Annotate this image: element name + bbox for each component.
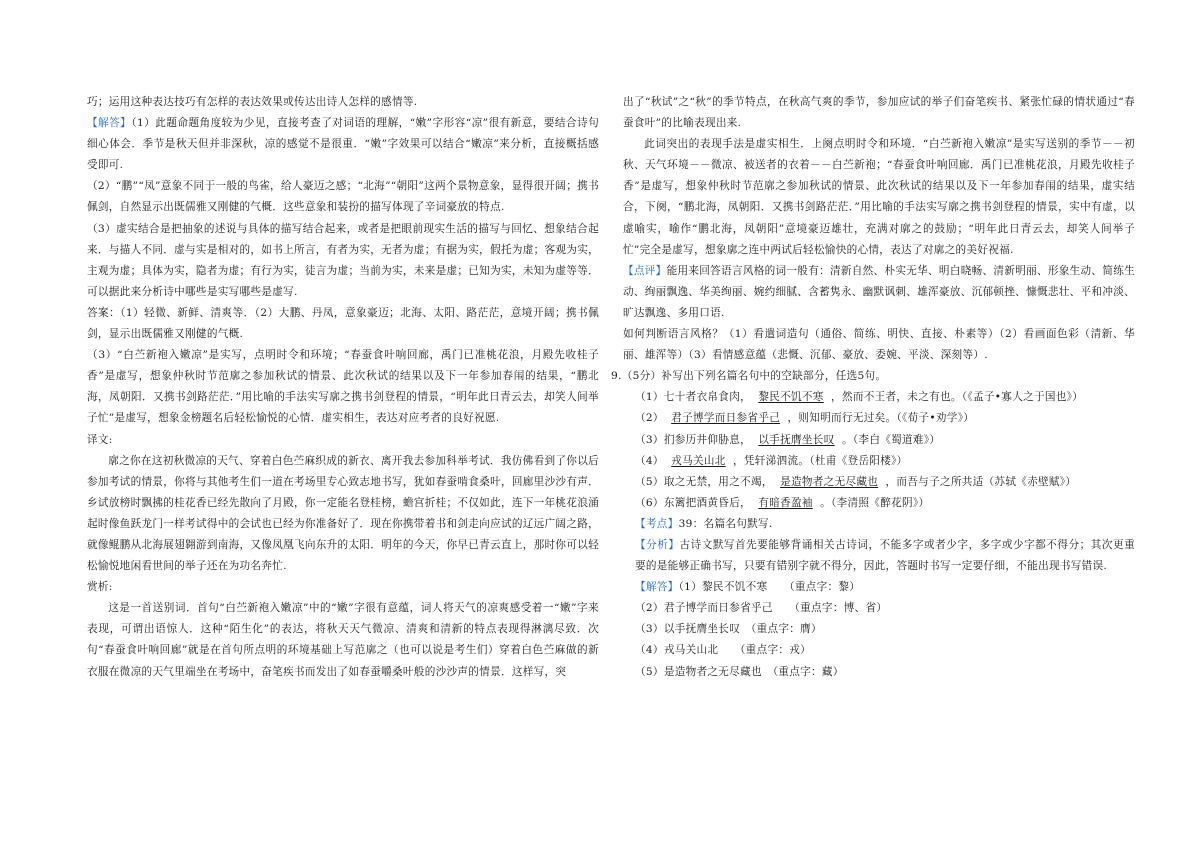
fenxi-paragraph: [623, 535, 1135, 577]
jieda-text-1: （1）此题命题角度较为少见，直接考查了对词语的理解，“嫩”字形容“凉”很有新意，要结合诗句细心体会．季节是秋天但并非深秋，凉的感觉不是很重．“嫩”字效果可以结合“嫩凉”来分析，直接概括感受即可.: [87, 117, 599, 172]
left-column: [87, 92, 599, 683]
item-prefix: （1）七十者衣帛食肉，: [635, 391, 751, 404]
item-prefix: （6）东篱把酒黄昏后，: [635, 496, 751, 509]
item-prefix: （3）扪参历井仰胁息，: [635, 433, 751, 446]
style-judgement-paragraph: 如何判断语言风格？（1）看遣词造句（通俗、简练、明快、直接、朴素等）（2）看画面色彩（清新、华丽、雄浑等）（3）看情感意蕴（悲慨、沉郁、豪放、委婉、平淡、深刻等）.: [623, 328, 1135, 362]
answer-paragraph-2: （3）“白苎新袍入嫩凉”是实写，点明时令和环境；“春蚕食叶响回廊，禹门已准桃花浪，月殿先收桂子香”是虚写，想象仲秋时节范廓之参加秋试的情景、此次秋试的结果以及下一年参加春闱的结果，“鹏北海，凤朝阳．又携书剑路茫茫．”用比喻的手法实写廓之携书剑登程的情景，“明年此日青云去，却笑人间举子忙”是虚写，想象金榜题名后轻松愉悦的心情．虚实相生，表达对应考者的良好祝愿.: [87, 349, 599, 425]
item-suffix: ，而吾与子之所共适（苏轼《赤壁赋》）: [885, 475, 1077, 488]
jieda-paragraph-2: （2）“鹏”“凤”意象不同于一般的鸟雀，给人豪迈之感；“北海”“朝阳”这两个景物意象，显得很开阔；携书佩剑，自然显示出既儒雅又刚健的气概．这些意象和装扮的描写体现了辛词豪放的特点.: [87, 180, 599, 214]
shangxi-paragraph: 这是一首送别词．首句“白苎新袍入嫩凉”中的“嫩”字很有意蕴，词人将天气的凉爽感受着一“嫩”字来表现，可谓出语惊人．这种“陌生化”的表达，将秋天天气微凉、清爽和清新的特点表现得淋漓尽致．次句“春蚕食叶响回廊”就是在首句所点明的环境基础上写范廓之（也可以说是考生们）穿着白色苎麻做的新衣服在微凉的天气里端坐在考场中，奋笔疾书而发出了如春蚕嚼桑叶般的沙沙声的情景．这样写，突: [87, 602, 599, 678]
item-suffix: 。（李清照《醉花阴》）: [820, 496, 930, 509]
dianping-tag: 【点评】: [623, 264, 667, 277]
dianping-text: 能用来回答语言风格的词一般有：清新自然、朴实无华、明白晓畅、清新明丽、形象生动、简练生动、绚丽飘逸、华美绚丽、婉约细腻、含蓄隽永、幽默讽刺、雄浑豪放、沉郁顿挫、慷慨悲壮、平和冲淡、旷达飘逸、多用口语.: [623, 264, 1136, 319]
jieda-tag: 【解答】: [87, 117, 132, 130]
jieda2-item-4: （4）戎马关山北 （重点字：戎）: [635, 644, 812, 657]
fill-blank: 黎民不饥不寒: [758, 391, 824, 404]
question-9-heading: 9.（5分）补写出下列名篇名句中的空缺部分，任选5句。: [611, 370, 887, 383]
yiwen-label: 译文:: [87, 433, 113, 446]
item-prefix: （5）取之无禁，用之不竭，: [635, 475, 773, 488]
continuation-paragraph: 出了“秋试”之“秋”的季节特点，在秋高气爽的季节，参加应试的举子们奋笔疾书、紧张忙碌的情状通过“春蚕食叶”的比喻表现出来.: [623, 96, 1135, 130]
question-9-item-3: [623, 430, 1135, 451]
jieda-paragraph-3: （3）虚实结合是把抽象的述说与具体的描写结合起来，或者是把眼前现实生活的描写与回忆、想象结合起来．与描人不同．虚与实是相对的，如书上所言，有者为实，无者为虚；有据为实，假托为虚；客观为实，主观为虚；具体为实，隐者为虚；有行为实，徒言为虚；当前为实，未来是虚；已知为实，未知为虚等等．可以据此来分析诗中哪些是实写哪些是虚写.: [87, 222, 600, 298]
item-suffix: 。（李白《蜀道难》）: [841, 433, 941, 446]
kaodian-text: 39：名篇名句默写.: [678, 517, 773, 530]
jieda2-tag: 【解答】: [635, 581, 679, 594]
right-column: [611, 92, 1136, 683]
jieda2-item-1: [623, 577, 1135, 598]
analysis-paragraph: 此词突出的表现手法是虚实相生．上阕点明时令和环境．“白苎新袍入嫩凉”是实写送别的季节－－初秋、天气环境－－微凉、被送者的衣着－－白苎新袍；“春蚕食叶响回廊．禹门已准桃花浪，月殿先收桂子香”是虚写，想象仲秋时节范廓之参加秋试的情景、此次秋试的结果以及下一年参加春闱的结果，虚实结合，下阕，“鹏北海，凤朝阳．又携书剑路茫茫．”用比喻的手法实写廓之携书剑登程的情景，实中有虚，以虚喻实，喻作“鹏北海，凤朝阳”意境豪迈雄壮，充满对廓之的鼓励；“明年此日青云去，却笑人间举子忙”完全是虚写，想象廓之连中两试后轻松愉快的心情，表达了对廓之的美好祝福.: [623, 138, 1135, 256]
fenxi-tag: 【分析】: [635, 538, 680, 551]
question-9-list: [623, 387, 1135, 514]
fill-blank: 有暗香盈袖: [758, 496, 813, 509]
yiwen-paragraph: 廓之你在这初秋微凉的天气、穿着白色苎麻织成的新衣、离开我去参加科举考试．我仿佛看到了你以后参加考试的情景，你将与其他考生们一道在考场里专心致志地书写，犹如春蚕啃食桑叶，回廊里沙沙有声．乡试放榜时飘拂的桂花香已经先散向了月殿，你一定能名登桂榜，蟾宫折桂；不仅如此，连下一年桃花浪涌起时像鱼跃龙门一样考试得中的会试也已经为你准备好了．现在你携带着书和剑走向应试的辽远广阔之路，就像鲲鹏从北海展翅翱游到南海，又像凤凰飞向东升的太阳．明年的今天，你早已青云直上，那时你可以轻松愉悦地闲看世间的举子还在为功名奔忙.: [87, 454, 600, 573]
shangxi-label: 赏析:: [87, 581, 113, 594]
fill-blank: 是造物者之无尽藏也: [780, 475, 879, 488]
item-suffix: ，凭轩涕泗流。（杜甫《登岳阳楼》）: [732, 454, 908, 467]
kaodian-tag: 【考点】: [635, 517, 679, 530]
question-9-item-5: [623, 472, 1135, 493]
item-suffix: ，则知明而行无过矣。（《荀子•劝学》）: [787, 412, 975, 425]
item-suffix: ，然而不王者，未之有也。（《孟子•寡人之于国也》）: [831, 391, 1084, 404]
question-9-item-1: [623, 387, 1135, 408]
fill-blank: 戎马关山北: [671, 454, 726, 467]
fill-blank: 以手抚膺坐长叹: [758, 433, 835, 446]
continuation-line: 巧；运用这种表达技巧有怎样的表达效果或传达出诗人怎样的感情等.: [87, 96, 418, 108]
dianping-paragraph: [623, 261, 1135, 324]
answer-line: （1）黎民不饥不寒 （重点字：黎）: [678, 581, 861, 594]
fill-blank: 君子博学而日参省乎己: [671, 412, 781, 425]
item-prefix: （2）: [635, 412, 664, 425]
kaodian-paragraph: [623, 514, 1135, 535]
jieda2-item-5: （5）是造物者之无尽藏也 （重点字：藏）: [635, 665, 844, 678]
answer-paragraph-1: 答案：（1）轻微、新鲜、清爽等．（2）大鹏、丹凤，意象豪迈；北海、太阳、路茫茫，意境开阔；携书佩剑，显示出既儒雅又刚健的气概.: [87, 306, 599, 341]
fenxi-text: 古诗文默写首先要能够背诵相关古诗词，不能多字或者少字，多字或少字都不得分；其次更重要的是能够正确书写，只要有错别字就不得分，因此，答题时书写一定要仔细，不能出现书写错误.: [635, 538, 1136, 573]
item-prefix: （4）: [635, 454, 664, 467]
question-9-item-2: [623, 408, 1135, 429]
question-9-item-6: [623, 493, 1135, 514]
jieda2-item-3: （3）以手抚膺坐长叹 （重点字：膺）: [635, 623, 822, 636]
jieda-paragraph-1: [87, 113, 599, 176]
question-9-item-4: [623, 451, 1135, 472]
jieda2-item-2: （2）君子博学而日参省乎己 （重点字：博、省）: [635, 602, 888, 615]
